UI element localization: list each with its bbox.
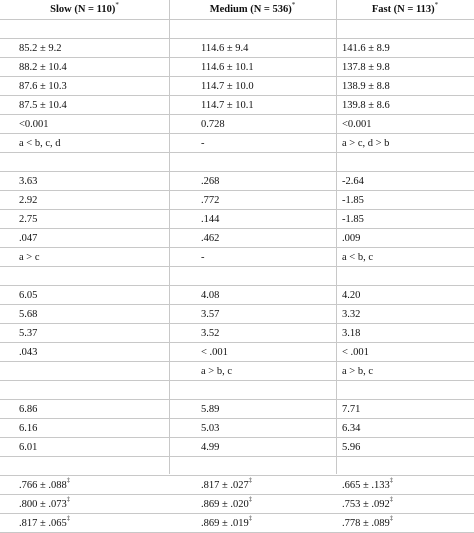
cell-fast — [342, 248, 474, 267]
table-row — [0, 305, 474, 324]
cell-slow — [19, 476, 169, 495]
cell-fast-value: a > c, d > b — [342, 138, 390, 149]
cell-medium-value: 3.52 — [201, 328, 220, 339]
footnote-mark: ‡ — [389, 496, 394, 503]
cell-medium-value: .817 ± .027 — [201, 480, 249, 491]
cell-fast-value: .753 ± .092 — [342, 499, 390, 510]
cell-medium — [201, 58, 336, 77]
table-header-row — [0, 0, 474, 20]
cell-slow-value: 6.01 — [19, 442, 38, 453]
table-row — [0, 210, 474, 229]
table-row — [0, 400, 474, 419]
cell-fast — [342, 362, 474, 381]
cell-medium-value: a > b, c — [201, 366, 232, 377]
table-row — [0, 267, 474, 286]
cell-medium — [201, 248, 336, 267]
cell-medium — [201, 77, 336, 96]
footnote-mark: ‡ — [248, 496, 253, 503]
cell-slow-value: <0.001 — [19, 119, 49, 130]
cell-medium-value: 0.728 — [201, 119, 225, 130]
cell-fast-value: -2.64 — [342, 176, 364, 187]
cell-fast — [342, 96, 474, 115]
table-row — [0, 381, 474, 400]
cell-medium-value: 5.89 — [201, 404, 220, 415]
cell-slow-value: 5.68 — [19, 309, 38, 320]
cell-medium-value: 5.03 — [201, 423, 220, 434]
cell-medium-value: .462 — [201, 233, 220, 244]
cell-slow-value: 6.16 — [19, 423, 38, 434]
table-row — [0, 419, 474, 438]
cell-slow — [19, 58, 169, 77]
header-medium-mark: * — [291, 1, 296, 9]
table-row — [0, 172, 474, 191]
cell-medium — [201, 172, 336, 191]
cell-medium — [201, 115, 336, 134]
cell-slow-value: 87.5 ± 10.4 — [19, 100, 67, 111]
cell-slow — [19, 153, 169, 172]
header-fast-label: Fast (N = 113) — [371, 4, 435, 15]
cell-medium-value: - — [201, 138, 205, 149]
cell-medium — [201, 438, 336, 457]
footnote-mark: ‡ — [248, 515, 253, 522]
table-row — [0, 476, 474, 495]
footnote-mark: ‡ — [66, 496, 71, 503]
cell-medium-value: 114.6 ± 9.4 — [201, 43, 249, 54]
table-row — [0, 96, 474, 115]
cell-slow-value: 85.2 ± 9.2 — [19, 43, 62, 54]
cell-slow-value: a < b, c, d — [19, 138, 61, 149]
cell-slow-value: a > c — [19, 252, 40, 263]
table-row — [0, 495, 474, 514]
cell-slow — [19, 210, 169, 229]
cell-fast-value: 5.96 — [342, 442, 361, 453]
table-row — [0, 457, 474, 476]
cell-medium — [201, 457, 336, 476]
table-row — [0, 362, 474, 381]
table-row — [0, 191, 474, 210]
cell-slow — [19, 457, 169, 476]
cell-fast-value: -1.85 — [342, 214, 364, 225]
cell-fast — [342, 343, 474, 362]
cell-slow — [19, 514, 169, 533]
cell-medium — [201, 191, 336, 210]
header-fast-mark: * — [434, 1, 439, 9]
cell-medium — [201, 362, 336, 381]
cell-medium — [201, 419, 336, 438]
cell-slow-value: 3.63 — [19, 176, 38, 187]
cell-slow — [19, 362, 169, 381]
cell-slow-value: 5.37 — [19, 328, 38, 339]
cell-medium — [201, 381, 336, 400]
footnote-mark: ‡ — [248, 477, 253, 484]
cell-medium — [201, 267, 336, 286]
cell-fast-value: a > b, c — [342, 366, 373, 377]
table-row — [0, 248, 474, 267]
cell-fast-value: 7.71 — [342, 404, 361, 415]
cell-medium-value: 114.7 ± 10.0 — [201, 81, 254, 92]
cell-slow-value: 88.2 ± 10.4 — [19, 62, 67, 73]
header-medium-label: Medium (N = 536) — [209, 4, 292, 15]
table-row — [0, 77, 474, 96]
cell-medium-value: .268 — [201, 176, 220, 187]
cell-medium — [201, 286, 336, 305]
cell-fast-value: 3.32 — [342, 309, 361, 320]
cell-fast — [342, 514, 474, 533]
cell-medium-value: .869 ± .020 — [201, 499, 249, 510]
cell-fast — [342, 286, 474, 305]
cell-medium-value: 3.57 — [201, 309, 220, 320]
cell-fast-value: 4.20 — [342, 290, 361, 301]
cell-fast-value: .009 — [342, 233, 361, 244]
cell-fast-value: 138.9 ± 8.8 — [342, 81, 390, 92]
cell-fast — [342, 438, 474, 457]
cell-fast — [342, 305, 474, 324]
cell-slow — [19, 39, 169, 58]
cell-medium — [201, 514, 336, 533]
table-row — [0, 514, 474, 533]
header-slow — [0, 0, 169, 20]
footnote-mark: ‡ — [66, 477, 71, 484]
cell-medium — [201, 39, 336, 58]
table-row — [0, 58, 474, 77]
cell-medium — [201, 210, 336, 229]
cell-slow — [19, 115, 169, 134]
cell-fast-value: <0.001 — [342, 119, 372, 130]
cell-medium-value: .869 ± .019 — [201, 518, 249, 529]
cell-slow-value: .817 ± .065 — [19, 518, 67, 529]
cell-medium — [201, 400, 336, 419]
header-medium — [169, 0, 336, 20]
cell-slow — [19, 191, 169, 210]
cell-fast — [342, 476, 474, 495]
cell-slow-value: .043 — [19, 347, 38, 358]
cell-slow — [19, 324, 169, 343]
cell-slow-value: .047 — [19, 233, 38, 244]
cell-medium — [201, 153, 336, 172]
table-row — [0, 153, 474, 172]
cell-medium-value: - — [201, 252, 205, 263]
cell-slow-value: 6.86 — [19, 404, 38, 415]
cell-medium-value: < .001 — [201, 347, 228, 358]
cell-fast — [342, 229, 474, 248]
cell-slow — [19, 134, 169, 153]
cell-slow — [19, 343, 169, 362]
cell-fast — [342, 191, 474, 210]
cell-fast — [342, 58, 474, 77]
cell-slow — [19, 305, 169, 324]
cell-medium-value: .772 — [201, 195, 220, 206]
cell-slow — [19, 96, 169, 115]
cell-slow-value: 2.75 — [19, 214, 38, 225]
cell-fast-value: -1.85 — [342, 195, 364, 206]
cell-slow — [19, 381, 169, 400]
cell-medium-value: 4.08 — [201, 290, 220, 301]
cell-slow-value: 6.05 — [19, 290, 38, 301]
cell-medium — [201, 495, 336, 514]
cell-slow-value: .800 ± .073 — [19, 499, 67, 510]
cell-fast — [342, 210, 474, 229]
cell-fast — [342, 400, 474, 419]
cell-medium-value: .144 — [201, 214, 220, 225]
table-row — [0, 39, 474, 58]
cell-slow — [19, 77, 169, 96]
cell-slow — [19, 172, 169, 191]
cell-fast-value: 6.34 — [342, 423, 361, 434]
cell-fast-value: 3.18 — [342, 328, 361, 339]
cell-fast — [342, 495, 474, 514]
table-row — [0, 286, 474, 305]
cell-fast — [342, 419, 474, 438]
cell-slow — [19, 229, 169, 248]
cell-slow — [19, 248, 169, 267]
table-row — [0, 115, 474, 134]
cell-fast — [342, 39, 474, 58]
cell-medium — [201, 305, 336, 324]
table-row — [0, 438, 474, 457]
cell-fast-value: a < b, c — [342, 252, 373, 263]
cell-fast — [342, 115, 474, 134]
cell-medium — [201, 20, 336, 39]
header-fast — [336, 0, 474, 20]
cell-medium — [201, 134, 336, 153]
table-row — [0, 229, 474, 248]
cell-slow — [19, 286, 169, 305]
cell-medium — [201, 324, 336, 343]
cell-fast — [342, 172, 474, 191]
cell-slow — [19, 438, 169, 457]
table-row — [0, 343, 474, 362]
cell-fast — [342, 134, 474, 153]
footnote-mark: ‡ — [389, 515, 394, 522]
table-row — [0, 20, 474, 39]
cell-fast — [342, 77, 474, 96]
cell-medium — [201, 476, 336, 495]
cell-fast-value: .665 ± .133 — [342, 480, 390, 491]
cell-medium — [201, 229, 336, 248]
cell-fast-value: 139.8 ± 8.6 — [342, 100, 390, 111]
cell-slow — [19, 419, 169, 438]
cell-medium-value: 114.6 ± 10.1 — [201, 62, 254, 73]
footnote-mark: ‡ — [389, 477, 394, 484]
cell-slow — [19, 267, 169, 286]
table-row — [0, 324, 474, 343]
cell-slow-value: .766 ± .088 — [19, 480, 67, 491]
cell-fast — [342, 324, 474, 343]
cell-fast — [342, 20, 474, 39]
cell-fast — [342, 457, 474, 476]
header-slow-label: Slow (N = 110) — [50, 4, 116, 15]
cell-medium — [201, 343, 336, 362]
cell-slow — [19, 495, 169, 514]
cell-medium — [201, 96, 336, 115]
cell-fast — [342, 381, 474, 400]
cell-slow — [19, 400, 169, 419]
cell-fast — [342, 267, 474, 286]
cell-fast — [342, 153, 474, 172]
cell-fast-value: .778 ± .089 — [342, 518, 390, 529]
cell-medium-value: 114.7 ± 10.1 — [201, 100, 254, 111]
cell-fast-value: 141.6 ± 8.9 — [342, 43, 390, 54]
cell-slow-value: 87.6 ± 10.3 — [19, 81, 67, 92]
header-slow-mark: * — [115, 1, 119, 9]
cell-fast-value: < .001 — [342, 347, 369, 358]
table-row — [0, 134, 474, 153]
cell-slow — [19, 20, 169, 39]
cell-slow-value: 2.92 — [19, 195, 38, 206]
cell-fast-value: 137.8 ± 9.8 — [342, 62, 390, 73]
footnote-mark: ‡ — [66, 515, 71, 522]
cell-medium-value: 4.99 — [201, 442, 220, 453]
